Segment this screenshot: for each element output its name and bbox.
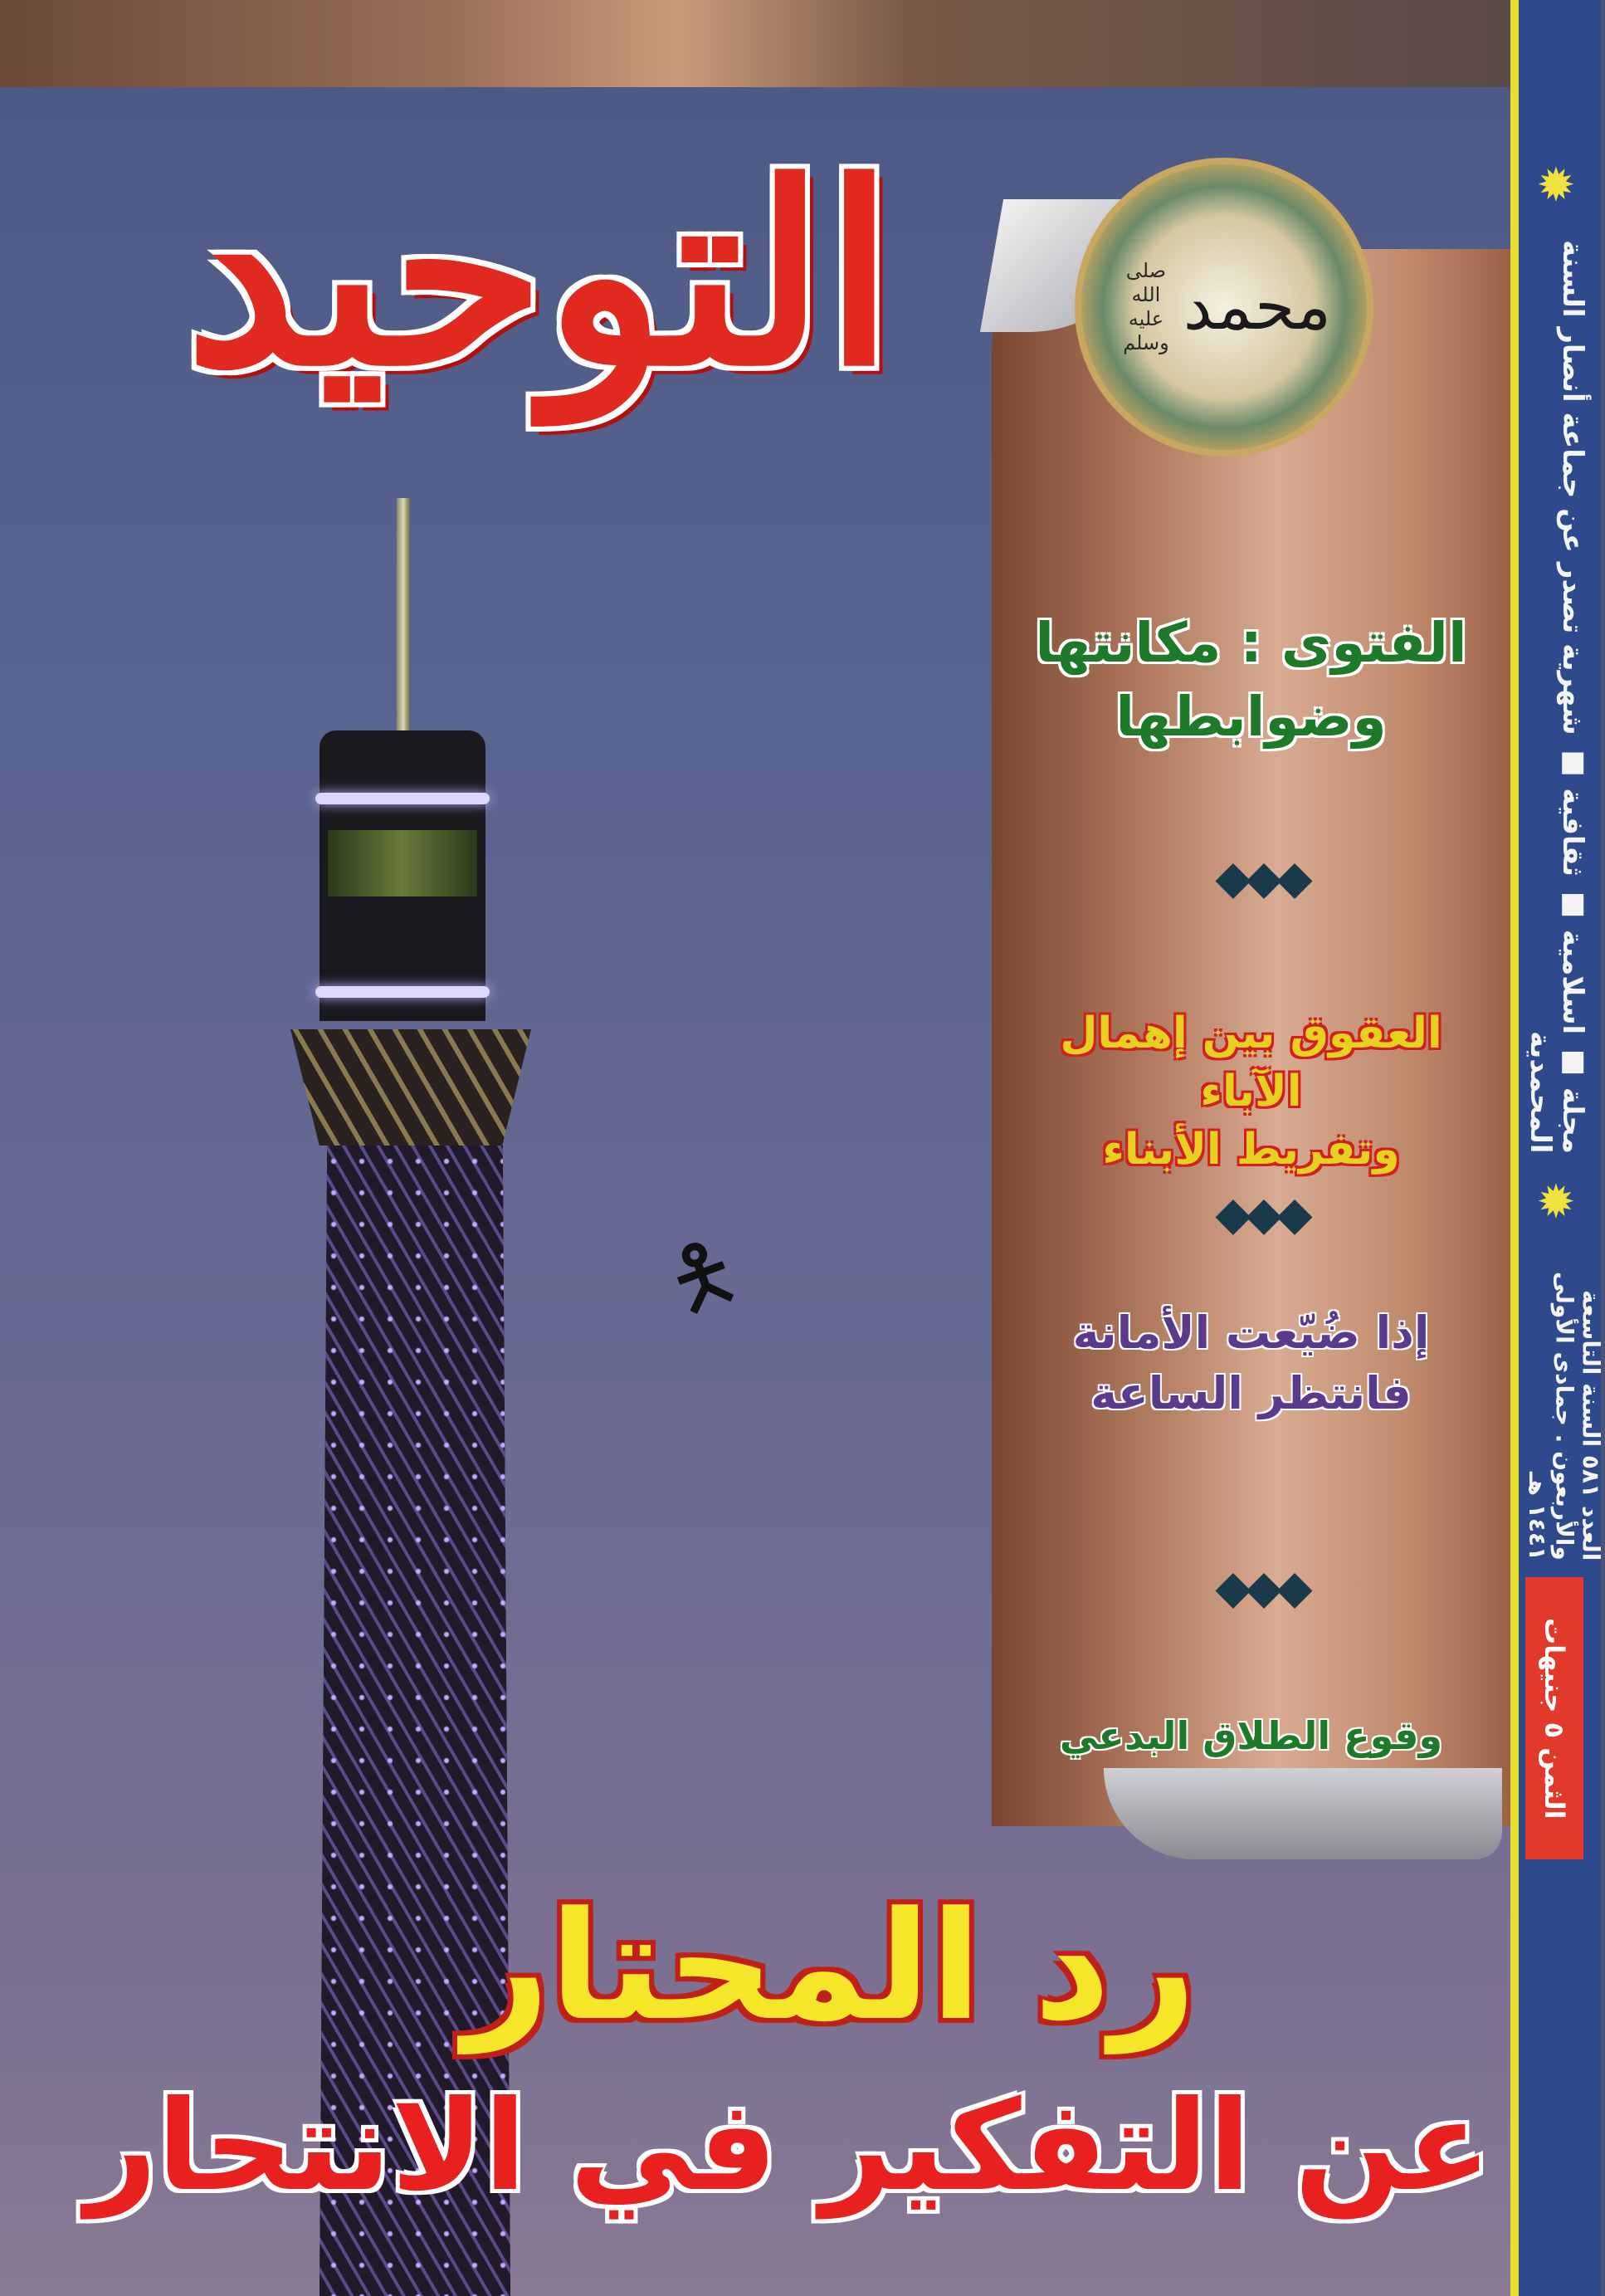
headline-line: فانتظر الساعة — [1090, 1366, 1412, 1419]
diamond-separator: ◆◆◆ — [1215, 1561, 1308, 1615]
diamond-separator: ◆◆◆ — [1215, 851, 1308, 905]
price-badge: الثمن ٥ جنيهات — [1525, 1577, 1583, 1859]
tower-lattice-crown — [290, 1029, 531, 1146]
tower-light-ring — [315, 986, 490, 998]
headline-talaq — [1008, 1710, 1494, 1761]
headline-line: إذا ضُيّعت الأمانة — [1072, 1307, 1430, 1359]
cover-story-subtitle: عن التفكير في الانتحار — [85, 2074, 1492, 2219]
headline-uquq — [1008, 1004, 1494, 1180]
headline-line: وضوابطها — [1115, 685, 1387, 750]
headline-line: وتفريط الأبناء — [1102, 1125, 1400, 1175]
diamond-separator: ◆◆◆ — [1215, 1187, 1308, 1241]
tower-light-ring — [315, 793, 490, 804]
star-ornament-icon: ✹ — [1536, 1175, 1576, 1229]
page-curl-bottom — [1104, 1768, 1502, 1859]
calligraphy-medallion — [1075, 158, 1373, 457]
issue-info: العدد ٥٨١ السنة التاسعة والأربعون . جمادى الأولى ١٤٤١ هـ — [1524, 1272, 1605, 1561]
magazine-tagline: مجلة ■ اسلامية ■ ثقافية ■ شهرية تصدر عن جماعة أنصار السنة المحمدية — [1524, 240, 1590, 1154]
tower-observation-deck — [328, 830, 477, 896]
cover-story-title: رد المحتار — [463, 1880, 1197, 2054]
medallion-name: محمد — [1183, 270, 1332, 344]
tower-spire — [397, 498, 410, 747]
star-ornament-icon: ✹ — [1536, 159, 1576, 213]
magazine-logo: التوحيد — [185, 127, 894, 421]
headline-line: العقوق بين إهمال الآباء — [1060, 1009, 1442, 1117]
headline-fatwa — [1008, 606, 1494, 754]
headline-line: الفتوى : مكانتها — [1035, 611, 1467, 675]
top-photo-strip — [0, 0, 1510, 87]
headline-line: وقوع الطلاق البدعي — [1059, 1713, 1443, 1758]
falling-person-silhouette-icon: 🯅 — [651, 1217, 754, 1334]
headline-amanah — [1008, 1303, 1494, 1424]
medallion-blessing: صلى الله عليه وسلم — [1123, 259, 1169, 354]
